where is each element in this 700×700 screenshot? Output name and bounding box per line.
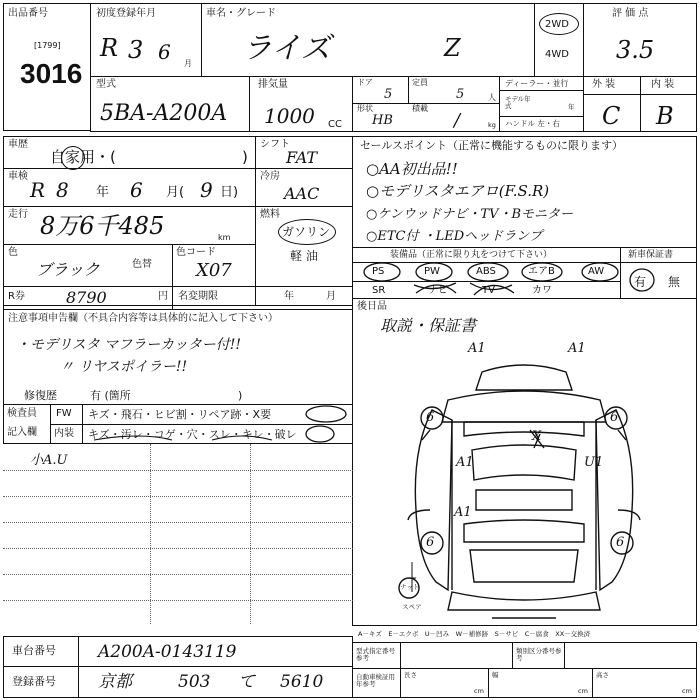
equip-airbag: エアB [528,266,555,277]
drive-4wd: 4WD [545,49,569,60]
history-value: 自家用・( [50,148,116,166]
persons-unit: 人 [488,93,496,102]
shift-label: シフト [260,139,290,150]
model-value: 5BA-A200A [100,101,228,126]
deadline-month-unit: 月 [326,291,336,302]
inspection-day: 9 [200,178,213,202]
displacement-label: 排気量 [258,79,288,90]
sales-label: セールスポイント（正常に機能するものに限ります） [360,139,624,152]
ac-label: 冷房 [260,171,280,182]
reg-class: 503 [178,672,211,692]
mileage-label: 走行 [8,209,28,220]
sales-line-3: ○ケンウッドナビ・TV・Bモニター [366,207,574,222]
notes-line-2: 〃 リヤスポイラー!! [60,359,188,375]
inspector-label-2: 記入欄 [7,427,37,438]
inspection-label: 車検 [8,171,28,182]
equip-pw: PW [424,266,440,277]
reg-label: 登録番号 [12,675,56,688]
spare-label: スペア [402,603,422,611]
inspection-era: R [30,178,46,202]
mark-u1-right-side: U1 [584,455,604,470]
class-no-label: 類別区分番号参考 [516,647,562,662]
reg-num: 5610 [280,672,324,692]
sales-line-1: ○AA初出品!! [366,160,458,178]
equip-tv: TV [482,285,495,296]
equip-ps: PS [372,266,385,277]
doors-label: ドア [357,78,373,87]
equip-abs: ABS [476,266,496,277]
displacement-unit: CC [328,119,342,130]
drive-2wd-circle [539,13,579,35]
attachments-value: 取説・保証書 [380,316,477,335]
shift-value: FAT [286,148,318,167]
car-grade: Z [444,34,461,62]
interior-label-2: 内装 [54,428,74,439]
sales-line-4: ○ETC付 ・LEDヘッドランプ [366,229,543,244]
inspection-month-unit: 月( [166,185,185,200]
car-name-label: 車名・グレード [206,8,276,19]
fuel-diesel: 軽 油 [290,249,318,263]
mark-6-fl: 6 [426,410,435,425]
displacement-value: 1000 [264,104,315,128]
shape-label: 形状 [357,104,373,113]
exterior-grade: C [602,102,621,130]
height-unit: cm [682,687,692,695]
equip-navi: ナビ [428,285,448,296]
lot-label: 出品番号 [8,8,48,19]
mileage-value: 8万6千485 [40,212,165,240]
legend-text: A－キズ E－エクボ U－凹み W－補修跡 S－サビ C－腐食 XX－交換済 [358,630,591,638]
inspection-year-unit: 年 [96,185,110,200]
equipment-marks [352,247,697,299]
voucher-label: R券 [8,291,25,302]
interior-text: キズ・汚レ・コゲ・穴・スレ・キレ・破レ [88,428,297,441]
inspection-year: 8 [56,178,69,202]
equip-sr: SR [372,285,386,296]
repaint-label: 色替 [132,259,152,270]
capacity-value: 5 [456,87,465,102]
voucher-value: 8790 [66,288,107,307]
score-label: 評 価 点 [612,8,649,19]
handle-label: ハンドル 左・右 [505,119,560,128]
attachments-label: 後日品 [357,301,387,312]
fuel-gasoline: ガソリン [282,225,331,239]
inspection-month: 6 [130,178,143,202]
inspector-remark: 小A.U [30,453,68,468]
model-label: 型式 [96,79,116,90]
chassis-value: A200A-0143119 [98,642,237,662]
first-reg-label: 初度登録年月 [96,8,156,19]
interior-label: 内 装 [651,79,675,90]
load-label: 積載 [412,104,428,113]
mark-6-fr: 6 [610,410,619,425]
shape-value: HB [372,113,393,128]
warranty-yes: 有 [634,275,647,289]
dealer-label: ディーラー・並行 [505,79,569,88]
length-unit: cm [474,687,484,695]
reg-kana: て [238,672,255,692]
lot-number: 3016 [20,58,83,89]
model-no-label: 型式指定番号参考 [356,647,395,662]
warranty-label: 新車保証書 [628,250,674,260]
width-label: 幅 [492,671,499,679]
inspector-marks [82,404,352,444]
history-label: 車歴 [8,139,28,150]
mark-a1-left-rear: A1 [454,505,472,520]
warranty-no: 無 [668,275,681,289]
score-value: 3.5 [616,36,655,64]
first-reg-month: 6 [158,40,171,64]
drive-2wd: 2WD [545,19,569,30]
load-value: / [454,110,461,131]
sales-line-2: ○モデリスタエアロ(F.S.R) [366,182,550,200]
repair-value: 有 (箇所 [90,389,131,402]
repair-close: ) [238,389,243,402]
deadline-year-unit: 年 [284,291,294,302]
fw-text: キズ・飛石・ヒビ割・リペア跡・X要 [88,408,272,421]
interior-grade: B [656,102,674,130]
first-reg-year: 3 [128,36,144,64]
mark-6-rr: 6 [616,535,625,550]
notes-line-1: ・モデリスタ マフラーカッター付!! [16,337,242,353]
model-year-label: モデル年式 [505,95,531,110]
doors-value: 5 [384,87,393,102]
inspection-day-unit: 日) [220,185,239,200]
height-label: 高さ [596,671,609,679]
ac-value: AAC [284,184,320,203]
notes-label: 注意事項申告欄（不具合内容等は具体的に記入して下さい） [8,313,278,324]
length-label: 長さ [404,671,417,679]
car-diagram [352,330,697,626]
exterior-label: 外 装 [592,79,616,90]
mark-x-roof: X [532,429,542,444]
model-year-unit: 年 [568,103,575,111]
lot-sub: [1799] [34,41,61,50]
deadline-label: 名変期限 [178,291,218,302]
width-unit: cm [578,687,588,695]
color-code-label: 色コード [176,247,216,258]
kg-unit: kg [488,121,496,129]
reg-area: 京都 [98,672,132,692]
color-value: ブラック [36,260,100,279]
equipment-label: 装備品（正常に限り丸をつけて下さい） [390,250,553,260]
fw-label: FW [56,408,72,419]
cert-label: 自動車検証用年参考 [356,673,395,688]
inspector-label-1: 検査員 [7,408,37,419]
mark-a1-front-left: A1 [468,341,486,356]
chassis-label: 車台番号 [12,644,56,657]
color-label: 色 [8,247,18,258]
fuel-label: 燃料 [260,209,280,220]
mark-6-rl: 6 [426,535,435,550]
repair-label: 修復歴 [24,389,57,402]
equip-leather: カワ [532,285,552,296]
first-reg-era: R [100,34,119,62]
history-circle [61,146,85,170]
mileage-unit: km [218,233,231,242]
voucher-yen: 円 [158,291,168,302]
capacity-label: 定員 [412,78,428,87]
fuel-circle [278,219,336,245]
equip-aw: AW [588,266,605,277]
car-name: ライズ [242,31,331,66]
first-reg-month-unit: 月 [184,59,192,68]
spare-mark: ナット [400,583,420,591]
mark-a1-left-side: A1 [456,455,474,470]
history-close: ) [242,148,248,166]
mark-a1-front-right: A1 [568,341,586,356]
color-code: X07 [196,260,232,281]
